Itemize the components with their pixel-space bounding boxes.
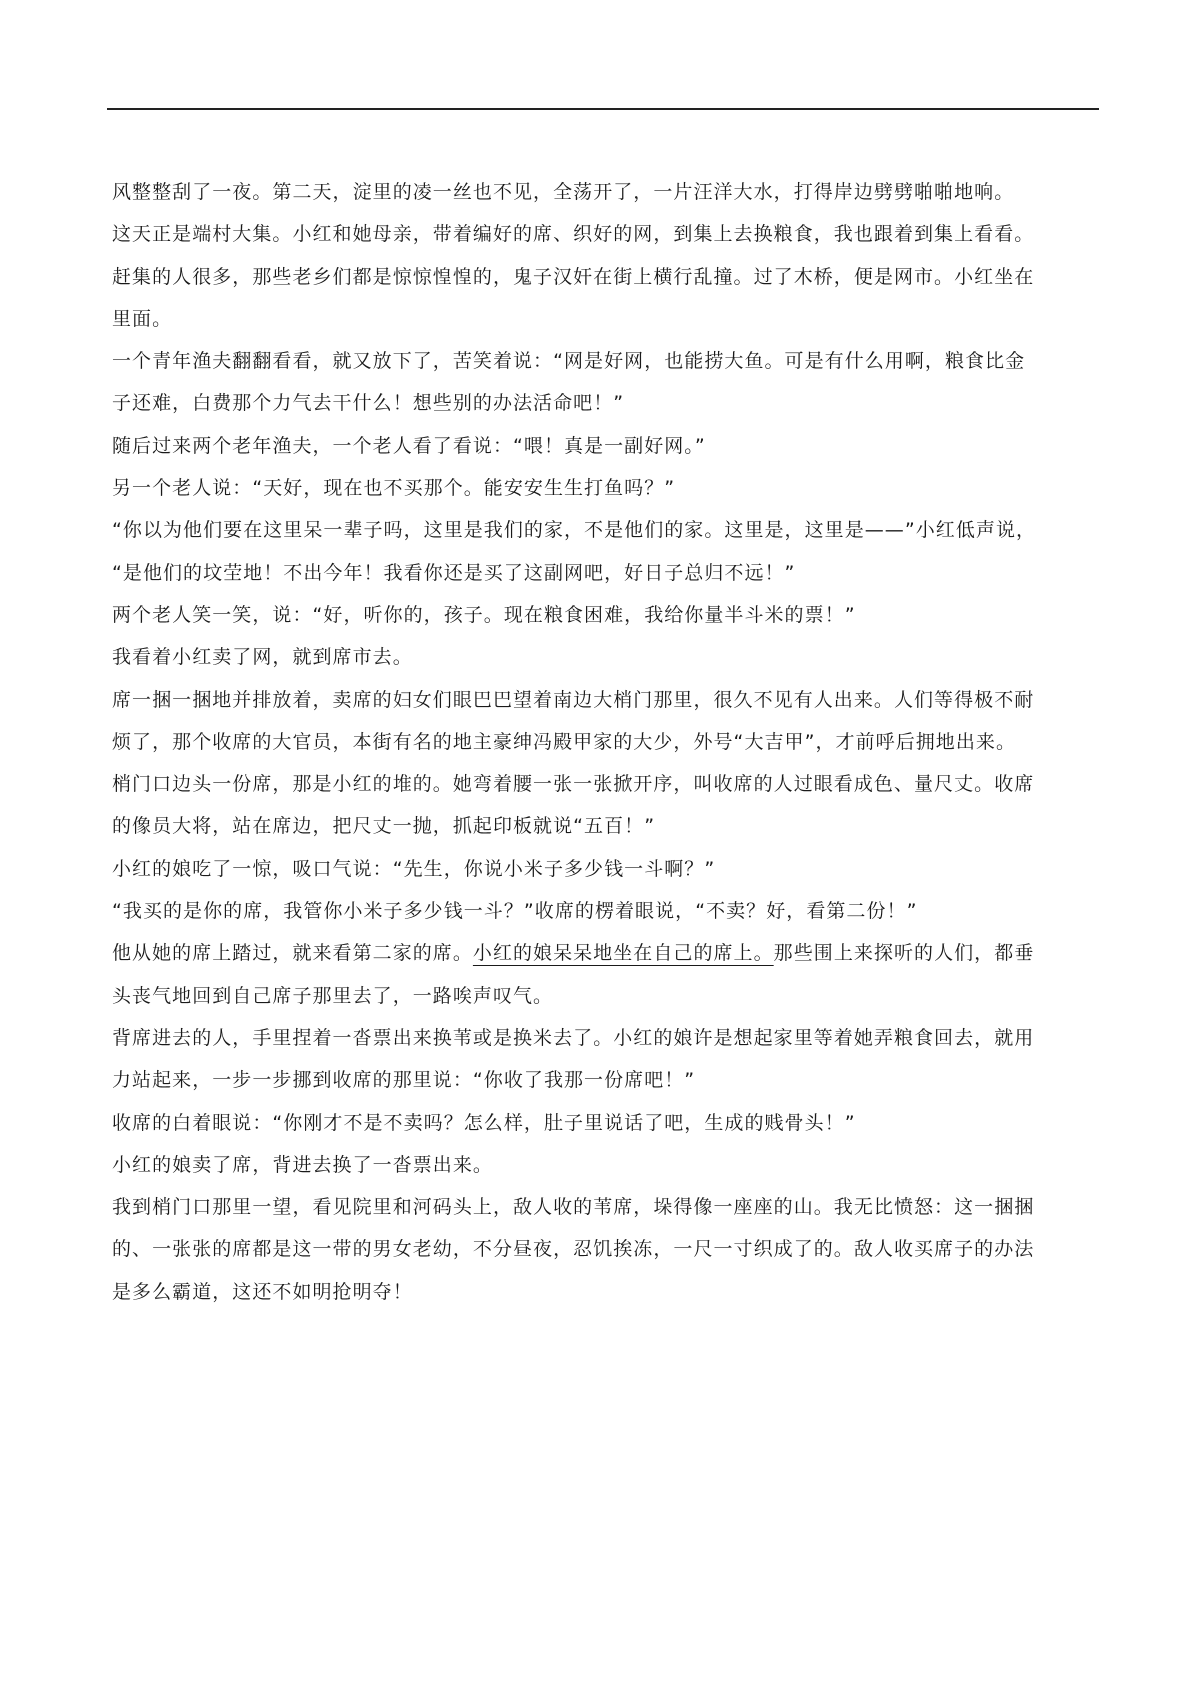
text-line: 的像员大将，站在席边，把尺丈一抛，抓起印板就说“五百！”	[112, 815, 656, 838]
text-line: “是他们的坟茔地！不出今年！我看你还是买了这副网吧，好日子总归不远！”	[112, 561, 796, 584]
underlined-sentence: 小红的娘呆呆地坐在自己的席上。	[472, 942, 774, 965]
text-line: 烦了，那个收席的大官员，本街有名的地主豪绅冯殿甲家的大少，外号“大吉甲”，才前呼后拥地出来。	[112, 730, 1016, 753]
text-line: “你以为他们要在这里呆一辈子吗，这里是我们的家，不是他们的家。这里是，这里是——”小红低声说，	[112, 519, 1037, 542]
text-line: 这天正是端村大集。小红和她母亲，带着编好的席、织好的网，到集上去换粮食，我也跟着到集上看看。	[112, 223, 1035, 246]
text-segment: 那些围上来探听的人们，都垂	[773, 942, 1035, 965]
text-line-with-underline	[112, 932, 1098, 974]
text-line: 我到梢门口那里一望，看见院里和河码头上，敌人收的苇席，垛得像一座座的山。我无比愤怒：这一捆捆	[112, 1196, 1035, 1219]
text-line: 小红的娘卖了席，背进去换了一沓票出来。	[112, 1153, 493, 1176]
text-line: 力站起来，一步一步挪到收席的那里说：“你收了我那一份席吧！”	[112, 1069, 696, 1092]
text-line: 梢门口边头一份席，那是小红的堆的。她弯着腰一张一张掀开序，叫收席的人过眼看成色、量尺丈。收席	[112, 773, 1035, 796]
text-line: 子还难，白费那个力气去干什么！想些别的办法活命吧！”	[112, 392, 625, 415]
text-line: 风整整刮了一夜。第二天，淀里的凌一丝也不见，全荡开了，一片汪洋大水，打得岸边劈劈啪啪地响。	[112, 181, 1015, 203]
text-line: 是多么霸道，这还不如明抢明夺！	[112, 1280, 413, 1303]
text-line: “我买的是你的席，我管你小米子多少钱一斗？”收席的楞着眼说，“不卖？好，看第二份！”	[112, 900, 918, 923]
text-line: 里面。	[112, 307, 173, 330]
text-line: 两个老人笑一笑，说：“好，听你的，孩子。现在粮食困难，我给你量半斗米的票！”	[112, 603, 856, 626]
text-segment: 他从她的席上踏过，就来看第二家的席。	[112, 942, 473, 965]
text-line: 头丧气地回到自己席子那里去了，一路唉声叹气。	[112, 984, 554, 1007]
text-line: 赶集的人很多，那些老乡们都是惊惊惶惶的，鬼子汉奸在街上横行乱撞。过了木桥，便是网市。小红坐在	[112, 265, 1035, 288]
story-text	[112, 171, 1098, 1313]
text-line: 我看着小红卖了网，就到席市去。	[112, 646, 413, 669]
text-line: 小红的娘吃了一惊，吸口气说：“先生，你说小米子多少钱一斗啊？”	[112, 857, 716, 880]
text-line: 一个青年渔夫翻翻看看，就又放下了，苦笑着说：“网是好网，也能捞大鱼。可是有什么用啊，粮食比金	[112, 350, 1026, 373]
text-line: 席一捆一捆地并排放着，卖席的妇女们眼巴巴望着南边大梢门那里，很久不见有人出来。人们等得极不耐	[112, 688, 1035, 711]
text-line: 收席的白着眼说：“你刚才不是不卖吗？怎么样，肚子里说话了吧，生成的贱骨头！”	[112, 1111, 856, 1134]
text-line: 随后过来两个老年渔夫，一个老人看了看说：“喂！真是一副好网。”	[112, 434, 706, 457]
header-rule	[107, 108, 1099, 110]
text-line: 的、一张张的席都是这一带的男女老幼，不分昼夜，忍饥挨冻，一尺一寸织成了的。敌人收买席子的办法	[112, 1238, 1035, 1261]
text-line: 背席进去的人，手里捏着一沓票出来换苇或是换米去了。小红的娘许是想起家里等着她弄粮食回去，就用	[112, 1026, 1035, 1049]
text-line: 另一个老人说：“天好，现在也不买那个。能安安生生打鱼吗？”	[112, 477, 676, 500]
